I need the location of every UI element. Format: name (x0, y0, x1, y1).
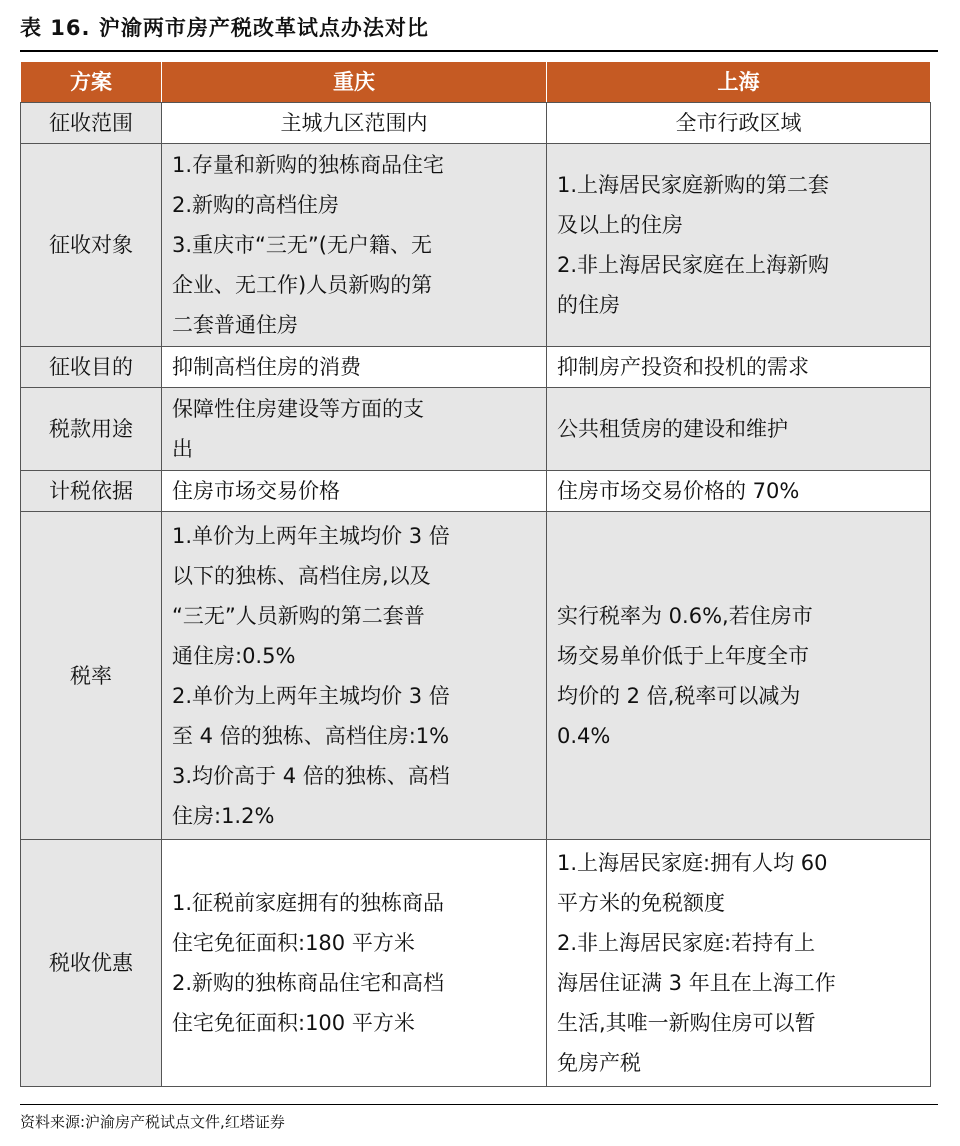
cell-line: 主城九区范围内 (280, 111, 428, 135)
row-label: 征收范围 (21, 103, 162, 144)
cell-line: 2.非上海居民家庭在上海新购 (557, 253, 830, 277)
shanghai-cell (547, 840, 931, 1087)
cell-line: “三无”人员新购的第二套普 (172, 603, 425, 628)
cell-line: 企业、无工作)人员新购的第 (172, 273, 433, 297)
cell-line: 二套普通住房 (172, 313, 298, 337)
cell-line: 以下的独栋、高档住房,以及 (172, 563, 431, 588)
cell-line: 1.上海居民家庭新购的第二套 (557, 173, 830, 197)
table-row (21, 347, 931, 388)
shanghai-cell (547, 388, 931, 471)
cell-line: 住房市场交易价格 (172, 479, 340, 503)
footer-divider (20, 1104, 938, 1105)
table-row (21, 388, 931, 471)
shanghai-cell (547, 347, 931, 388)
cell-line: 1.征税前家庭拥有的独栋商品 (172, 891, 445, 915)
header-chongqing: 重庆 (162, 62, 547, 103)
cell-line: 住房市场交易价格的 70% (557, 479, 800, 503)
cell-line: 3.重庆市“三无”(无户籍、无 (172, 233, 432, 257)
cell-line: 的住房 (557, 293, 620, 317)
cell-line: 住宅免征面积:100 平方米 (172, 1011, 415, 1035)
table-title: 表 16. 沪渝两市房产税改革试点办法对比 (20, 16, 429, 40)
cell-line: 1.存量和新购的独栋商品住宅 (172, 153, 445, 177)
chongqing-cell (162, 103, 547, 144)
cell-line: 及以上的住房 (557, 213, 683, 237)
cell-line: 生活,其唯一新购住房可以暂 (557, 1011, 816, 1035)
cell-line: 住宅免征面积:180 平方米 (172, 931, 415, 955)
cell-line: 3.均价高于 4 倍的独栋、高档 (172, 763, 450, 788)
cell-line: 住房:1.2% (172, 803, 275, 828)
table-row (21, 471, 931, 512)
row-label: 计税依据 (21, 471, 162, 512)
table-row (21, 840, 931, 1087)
cell-line: 免房产税 (557, 1051, 641, 1075)
cell-line: 公共租赁房的建设和维护 (557, 417, 788, 441)
title-divider (20, 50, 938, 52)
cell-line: 抑制高档住房的消费 (172, 355, 361, 379)
chongqing-cell (162, 840, 547, 1087)
shanghai-cell (547, 512, 931, 840)
row-label: 征收对象 (21, 144, 162, 347)
cell-line: 0.4% (557, 723, 611, 748)
cell-line: 出 (172, 437, 193, 461)
cell-line: 至 4 倍的独栋、高档住房:1% (172, 723, 450, 748)
chongqing-cell (162, 347, 547, 388)
cell-line: 2.新购的高档住房 (172, 193, 340, 217)
cell-line: 平方米的免税额度 (557, 891, 725, 915)
cell-line: 实行税率为 0.6%,若住房市 (557, 603, 813, 628)
source-note: 资料来源:沪渝房产税试点文件,红塔证券 (20, 1113, 285, 1131)
cell-line: 2.新购的独栋商品住宅和高档 (172, 971, 445, 995)
row-label: 征收目的 (21, 347, 162, 388)
cell-line: 1.上海居民家庭:拥有人均 60 (557, 851, 828, 875)
header-shanghai: 上海 (547, 62, 931, 103)
cell-line: 场交易单价低于上年度全市 (557, 643, 809, 668)
cell-line: 抑制房产投资和投机的需求 (557, 355, 809, 379)
header-scheme: 方案 (21, 62, 162, 103)
row-label: 税款用途 (21, 388, 162, 471)
header-row (21, 62, 931, 103)
cell-line: 保障性住房建设等方面的支 (172, 397, 424, 421)
cell-line: 2.非上海居民家庭:若持有上 (557, 931, 816, 955)
chongqing-cell (162, 144, 547, 347)
table-row (21, 512, 931, 840)
row-label: 税收优惠 (21, 840, 162, 1087)
shanghai-cell (547, 471, 931, 512)
cell-line: 全市行政区域 (675, 111, 802, 135)
chongqing-cell (162, 471, 547, 512)
shanghai-cell (547, 144, 931, 347)
chongqing-cell (162, 512, 547, 840)
table-row (21, 144, 931, 347)
cell-line: 均价的 2 倍,税率可以减为 (557, 683, 801, 708)
row-label: 税率 (21, 512, 162, 840)
cell-line: 1.单价为上两年主城均价 3 倍 (172, 523, 450, 548)
cell-line: 通住房:0.5% (172, 643, 296, 668)
comparison-table (20, 61, 931, 1087)
table-row (21, 103, 931, 144)
cell-line: 2.单价为上两年主城均价 3 倍 (172, 683, 450, 708)
cell-line: 海居住证满 3 年且在上海工作 (557, 971, 836, 995)
shanghai-cell (547, 103, 931, 144)
chongqing-cell (162, 388, 547, 471)
